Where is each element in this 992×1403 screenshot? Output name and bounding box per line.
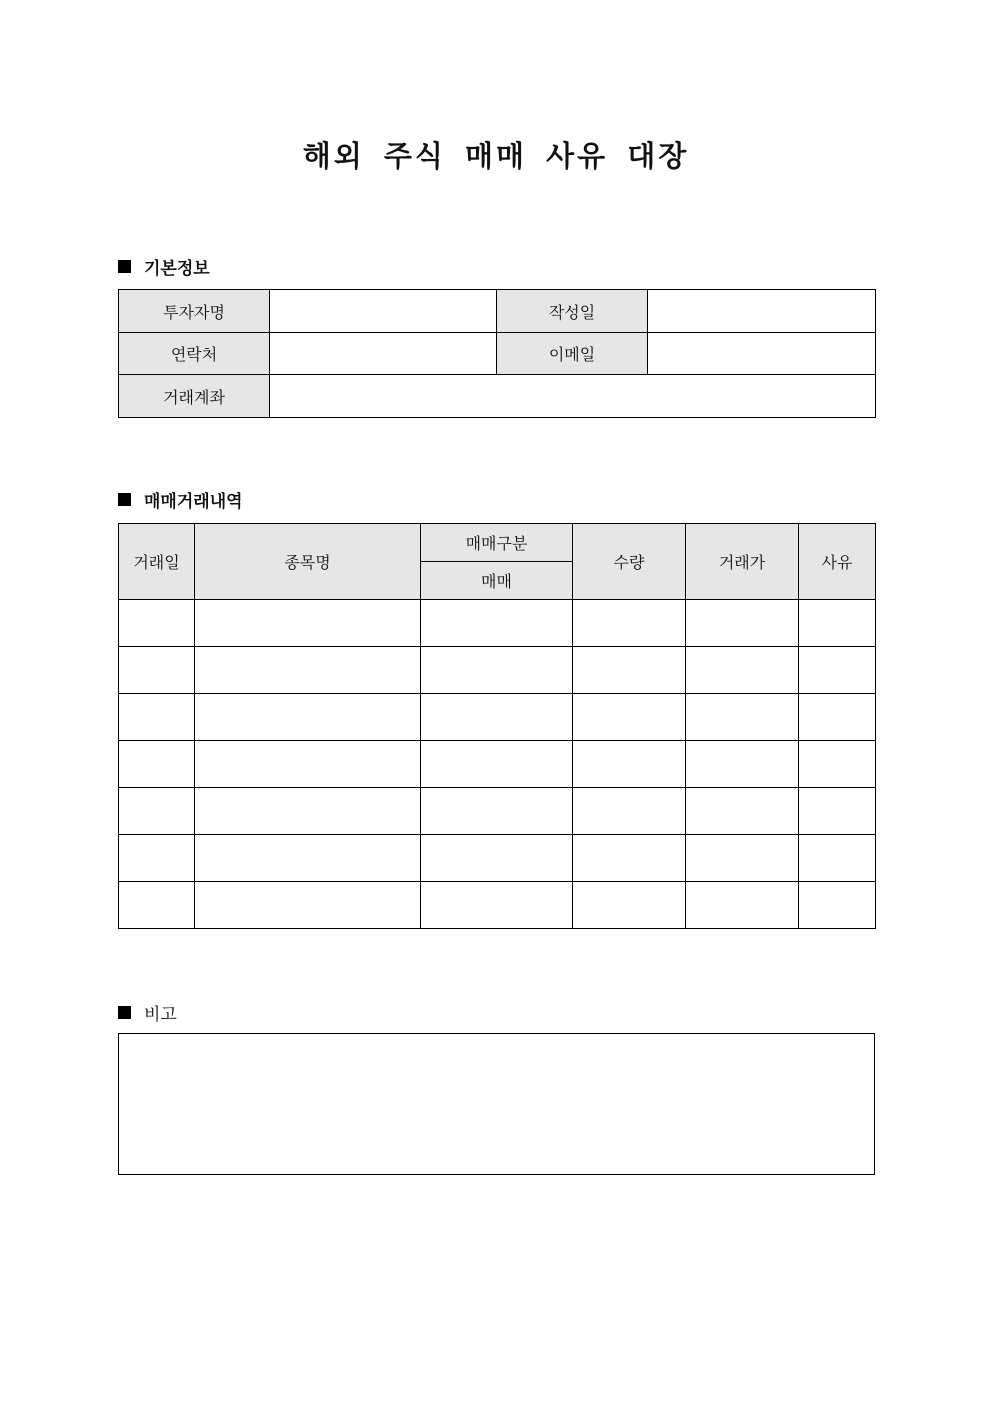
date-cell[interactable] (119, 600, 195, 647)
reason-cell[interactable] (799, 647, 876, 694)
remarks-heading-label: 비고 (144, 1005, 177, 1025)
date-cell[interactable] (119, 835, 195, 882)
col-header-trade-type-sub: 매매 (421, 562, 573, 600)
col-header-trade-type: 매매구분 (421, 524, 573, 562)
trade-type-cell[interactable] (421, 835, 573, 882)
table-row (119, 694, 876, 741)
col-header-reason: 사유 (799, 524, 876, 600)
trade-type-cell[interactable] (421, 647, 573, 694)
page-title: 해외 주식 매매 사유 대장 (302, 139, 690, 173)
written-date-label: 작성일 (497, 290, 648, 333)
col-header-price: 거래가 (686, 524, 799, 600)
date-cell[interactable] (119, 694, 195, 741)
stock-name-cell[interactable] (195, 882, 421, 929)
stock-name-cell[interactable] (195, 694, 421, 741)
basic-info-heading-label: 기본정보 (144, 259, 210, 279)
quantity-cell[interactable] (573, 741, 686, 788)
date-cell[interactable] (119, 882, 195, 929)
contact-field[interactable] (270, 333, 497, 375)
table-row (119, 741, 876, 788)
stock-name-cell[interactable] (195, 835, 421, 882)
remarks-heading (118, 1000, 177, 1025)
reason-cell[interactable] (799, 741, 876, 788)
stock-name-cell[interactable] (195, 647, 421, 694)
square-bullet-icon (118, 260, 131, 273)
trade-type-cell[interactable] (421, 882, 573, 929)
email-label: 이메일 (497, 333, 648, 375)
quantity-cell[interactable] (573, 788, 686, 835)
written-date-field[interactable] (648, 290, 876, 333)
reason-cell[interactable] (799, 835, 876, 882)
trades-heading-label: 매매거래내역 (144, 492, 243, 512)
reason-cell[interactable] (799, 882, 876, 929)
account-label: 거래계좌 (119, 375, 270, 418)
col-header-stock-name: 종목명 (195, 524, 421, 600)
remarks-field[interactable] (118, 1033, 875, 1175)
square-bullet-icon (118, 493, 131, 506)
reason-cell[interactable] (799, 788, 876, 835)
quantity-cell[interactable] (573, 835, 686, 882)
trades-heading (118, 487, 243, 512)
investor-name-field[interactable] (270, 290, 497, 333)
date-cell[interactable] (119, 741, 195, 788)
trade-type-cell[interactable] (421, 600, 573, 647)
table-row (119, 835, 876, 882)
quantity-cell[interactable] (573, 600, 686, 647)
basic-info-table (118, 289, 876, 418)
contact-label: 연락처 (119, 333, 270, 375)
price-cell[interactable] (686, 647, 799, 694)
account-field[interactable] (270, 375, 876, 418)
trades-table (118, 523, 876, 929)
price-cell[interactable] (686, 694, 799, 741)
date-cell[interactable] (119, 788, 195, 835)
col-header-quantity: 수량 (573, 524, 686, 600)
quantity-cell[interactable] (573, 694, 686, 741)
basic-info-heading (118, 254, 210, 279)
square-bullet-icon (118, 1006, 131, 1019)
table-row (119, 600, 876, 647)
price-cell[interactable] (686, 600, 799, 647)
quantity-cell[interactable] (573, 882, 686, 929)
stock-name-cell[interactable] (195, 788, 421, 835)
table-row (119, 647, 876, 694)
investor-name-label: 투자자명 (119, 290, 270, 333)
col-header-date: 거래일 (119, 524, 195, 600)
reason-cell[interactable] (799, 694, 876, 741)
stock-name-cell[interactable] (195, 600, 421, 647)
date-cell[interactable] (119, 647, 195, 694)
table-row (119, 788, 876, 835)
quantity-cell[interactable] (573, 647, 686, 694)
stock-name-cell[interactable] (195, 741, 421, 788)
price-cell[interactable] (686, 788, 799, 835)
price-cell[interactable] (686, 741, 799, 788)
reason-cell[interactable] (799, 600, 876, 647)
trade-type-cell[interactable] (421, 741, 573, 788)
table-row (119, 882, 876, 929)
price-cell[interactable] (686, 882, 799, 929)
trade-type-cell[interactable] (421, 788, 573, 835)
trade-type-cell[interactable] (421, 694, 573, 741)
email-field[interactable] (648, 333, 876, 375)
price-cell[interactable] (686, 835, 799, 882)
